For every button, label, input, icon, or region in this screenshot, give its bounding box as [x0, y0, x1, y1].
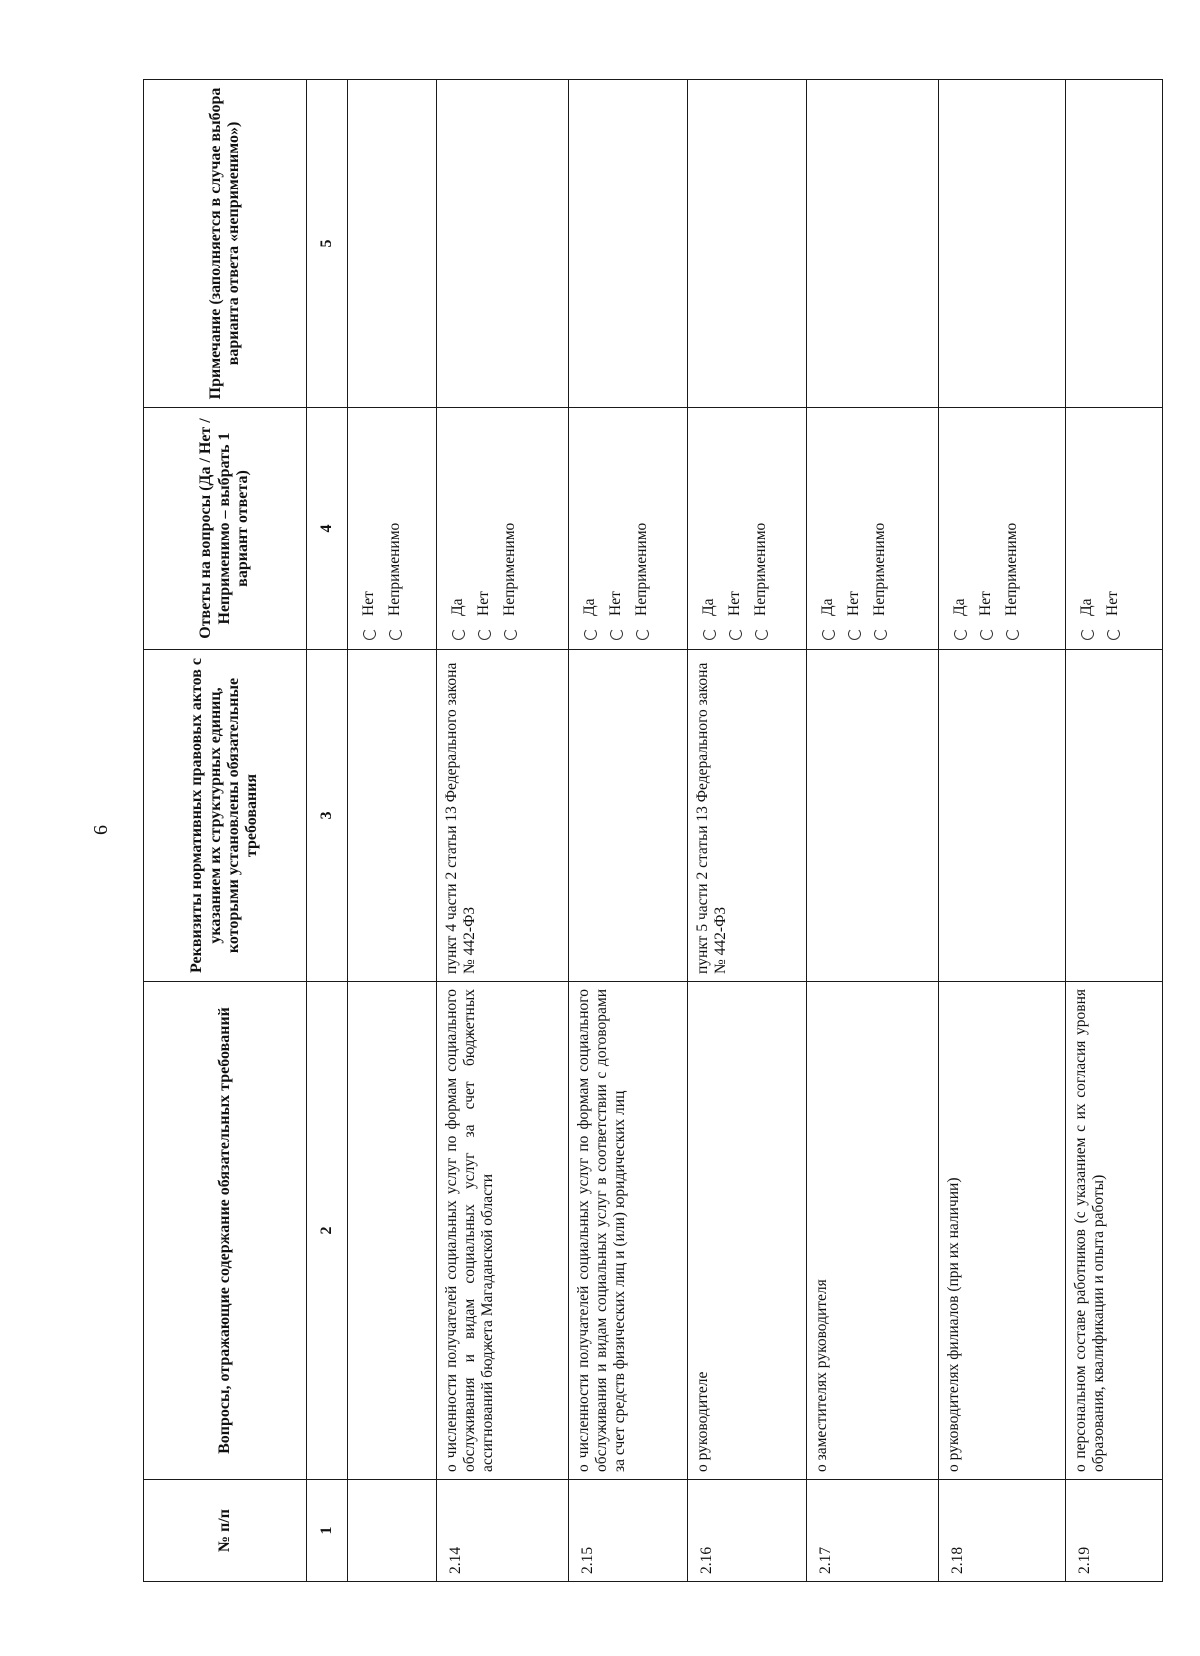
answer-options	[1072, 415, 1126, 642]
answer-option[interactable]	[629, 415, 655, 640]
answer-option-label: Нет	[977, 591, 995, 616]
cell-reference	[939, 650, 1066, 982]
cell-note	[569, 80, 688, 408]
answer-options	[813, 415, 893, 642]
header-reference: Реквизиты нормативных правовых актов с указанием их структурных единиц, которыми установлены обязательные требования	[144, 650, 307, 982]
cell-note	[688, 80, 807, 408]
answer-option-label: Нет	[726, 591, 744, 616]
cell-answers	[1066, 408, 1163, 650]
header-note: Примечание (заполняется в случае выбора варианта ответа «неприменимо»)	[144, 80, 307, 408]
answer-option[interactable]	[999, 415, 1025, 640]
answer-option-label: Да	[700, 598, 718, 616]
cell-note	[348, 80, 437, 408]
column-number: 1	[307, 1480, 348, 1582]
answer-option-label: Неприменимо	[1003, 522, 1021, 616]
answer-option[interactable]	[471, 415, 497, 640]
radio-button-icon[interactable]	[703, 628, 716, 640]
column-number: 2	[307, 982, 348, 1480]
header-answers: Ответы на вопросы (Да / Нет / Неприменимо – выбрать 1 вариант ответа)	[144, 408, 307, 650]
answer-option[interactable]	[356, 415, 382, 640]
radio-button-icon[interactable]	[504, 628, 517, 640]
answer-option[interactable]	[445, 415, 471, 640]
answer-options	[443, 415, 523, 642]
radio-button-icon[interactable]	[610, 628, 623, 640]
radio-button-icon[interactable]	[584, 628, 597, 640]
answer-option[interactable]	[815, 415, 841, 640]
cell-question: о численности получателей социальных услуг по формам социального обслуживания и видам социальных услуг в соответствии с договорами за счет средств физических лиц и (или) юридических лиц	[569, 982, 688, 1480]
answer-options	[575, 415, 655, 642]
column-number: 3	[307, 650, 348, 982]
cell-note	[1066, 80, 1163, 408]
cell-answers	[688, 408, 807, 650]
header-number: № п/п	[144, 1480, 307, 1582]
answer-option[interactable]	[603, 415, 629, 640]
column-number-row	[307, 80, 348, 1582]
radio-button-icon[interactable]	[636, 628, 649, 640]
header-question: Вопросы, отражающие содержание обязательных требований	[144, 982, 307, 1480]
cell-question: о численности получателей социальных услуг по формам социального обслуживания и видам социальных услуг за счет бюджетных ассигнований бюджета Магаданской области	[437, 982, 569, 1480]
answer-option-label: Да	[449, 598, 467, 616]
cell-note	[437, 80, 569, 408]
answer-option[interactable]	[497, 415, 523, 640]
cell-answers	[807, 408, 939, 650]
radio-button-icon[interactable]	[729, 628, 742, 640]
answer-option-label: Да	[1078, 598, 1096, 616]
answer-option-label: Да	[581, 598, 599, 616]
cell-reference: пункт 5 части 2 статьи 13 Федерального закона № 442-ФЗ	[688, 650, 807, 982]
cell-number: 2.14	[437, 1480, 569, 1582]
answer-option-label: Нет	[475, 591, 493, 616]
cell-question: о заместителях руководителя	[807, 982, 939, 1480]
table-row	[437, 80, 569, 1582]
radio-button-icon[interactable]	[954, 628, 967, 640]
answer-option[interactable]	[722, 415, 748, 640]
radio-button-icon[interactable]	[478, 628, 491, 640]
answer-option[interactable]	[1074, 415, 1100, 640]
answer-option-label: Неприменимо	[633, 522, 651, 616]
cell-number: 2.18	[939, 1480, 1066, 1582]
answer-option-label: Да	[951, 598, 969, 616]
cell-note	[939, 80, 1066, 408]
cell-reference	[807, 650, 939, 982]
table-row	[939, 80, 1066, 1582]
cell-question	[348, 982, 437, 1480]
answer-options	[354, 415, 408, 642]
cell-question: о руководителях филиалов (при их наличии)	[939, 982, 1066, 1480]
answer-option[interactable]	[748, 415, 774, 640]
column-number: 5	[307, 80, 348, 408]
cell-number: 2.19	[1066, 1480, 1163, 1582]
cell-number	[348, 1480, 437, 1582]
answer-option-label: Нет	[1104, 591, 1122, 616]
cell-question: о персональном составе работников (с указанием с их согласия уровня образования, квалификации и опыта работы)	[1066, 982, 1163, 1480]
radio-button-icon[interactable]	[874, 628, 887, 640]
radio-button-icon[interactable]	[389, 628, 402, 640]
answer-option[interactable]	[577, 415, 603, 640]
cell-question: о руководителе	[688, 982, 807, 1480]
table-row	[569, 80, 688, 1582]
column-number: 4	[307, 408, 348, 650]
cell-number: 2.17	[807, 1480, 939, 1582]
radio-button-icon[interactable]	[848, 628, 861, 640]
radio-button-icon[interactable]	[1081, 628, 1094, 640]
radio-button-icon[interactable]	[980, 628, 993, 640]
cell-answers	[437, 408, 569, 650]
requirements-table	[143, 79, 1163, 1582]
answer-option[interactable]	[382, 415, 408, 640]
cell-answers	[569, 408, 688, 650]
cell-note	[807, 80, 939, 408]
cell-number: 2.16	[688, 1480, 807, 1582]
answer-option-label: Нет	[607, 591, 625, 616]
answer-options	[694, 415, 774, 642]
radio-button-icon[interactable]	[452, 628, 465, 640]
radio-button-icon[interactable]	[755, 628, 768, 640]
cell-reference: пункт 4 части 2 статьи 13 Федерального закона № 442-ФЗ	[437, 650, 569, 982]
answer-option-label: Нет	[360, 591, 378, 616]
answer-option-label: Да	[819, 598, 837, 616]
answer-option-label: Нет	[845, 591, 863, 616]
answer-option[interactable]	[696, 415, 722, 640]
cell-reference	[1066, 650, 1163, 982]
page-number: 6	[90, 825, 112, 835]
answer-option-label: Неприменимо	[752, 522, 770, 616]
rotated-page-content	[143, 80, 1122, 1582]
answer-options	[945, 415, 1025, 642]
answer-option-label: Неприменимо	[386, 522, 404, 616]
radio-button-icon[interactable]	[363, 628, 376, 640]
radio-button-icon[interactable]	[1006, 628, 1019, 640]
table-row	[807, 80, 939, 1582]
table-row-continued	[348, 80, 437, 1582]
radio-button-icon[interactable]	[822, 628, 835, 640]
answer-option[interactable]	[867, 415, 893, 640]
answer-option-label: Неприменимо	[501, 522, 519, 616]
table-row	[688, 80, 807, 1582]
cell-reference	[348, 650, 437, 982]
cell-number: 2.15	[569, 1480, 688, 1582]
radio-button-icon[interactable]	[1107, 628, 1120, 640]
answer-option-label: Неприменимо	[871, 522, 889, 616]
cell-reference	[569, 650, 688, 982]
answer-option[interactable]	[841, 415, 867, 640]
answer-option[interactable]	[973, 415, 999, 640]
table-row	[1066, 80, 1163, 1582]
cell-answers	[348, 408, 437, 650]
table-header-row	[144, 80, 307, 1582]
cell-answers	[939, 408, 1066, 650]
answer-option[interactable]	[947, 415, 973, 640]
answer-option[interactable]	[1100, 415, 1126, 640]
